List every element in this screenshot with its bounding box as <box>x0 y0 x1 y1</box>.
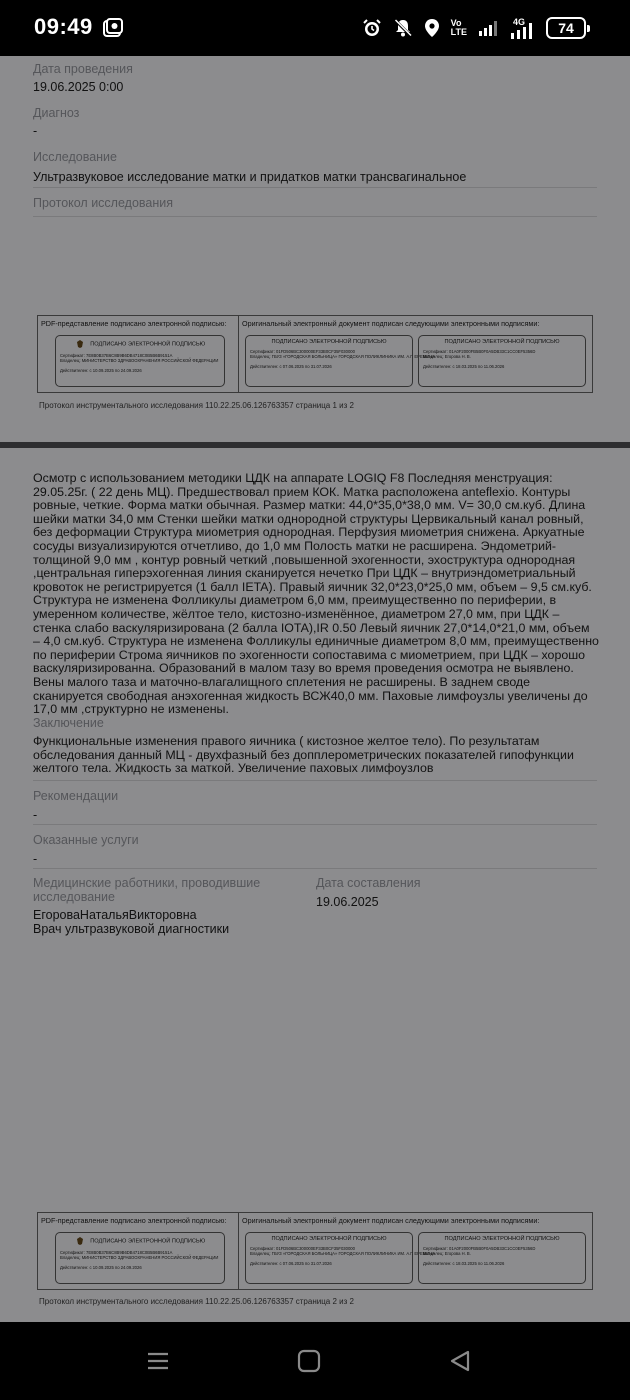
stamp-title: ПОДПИСАНО ЭЛЕКТРОННОЙ ПОДПИСЬЮ <box>90 341 206 348</box>
signature-stamp <box>245 335 436 387</box>
stamp-title: ПОДПИСАНО ЭЛЕКТРОННОЙ ПОДПИСЬЮ <box>271 339 387 345</box>
document-page-1 <box>0 56 630 442</box>
signature-stamp <box>418 335 586 387</box>
stamp-cert: Сертификат: 01FD506BC300000EF33B0CF35F030000 <box>250 1246 355 1251</box>
page-footer: Протокол инструментального исследования 110.22.25.06.126763357 страница 1 из 2 <box>39 401 354 410</box>
signature-left-header: PDF-представление подписано электронной подписью: <box>41 319 227 328</box>
signal-icon <box>478 20 498 36</box>
signature-divider <box>238 1213 239 1289</box>
page-footer: Протокол инструментального исследования 110.22.25.06.126763357 страница 2 из 2 <box>39 1297 354 1306</box>
stamp-title: ПОДПИСАНО ЭЛЕКТРОННОЙ ПОДПИСЬЮ <box>90 1238 206 1245</box>
signature-right-header: Оригинальный электронный документ подписан следующими электронными подписями: <box>242 319 540 328</box>
signature-left-header: PDF-представление подписано электронной подписью: <box>41 1216 227 1225</box>
conclusion-label: Заключение <box>33 716 104 730</box>
divider <box>33 868 597 869</box>
recent-apps-icon <box>146 1349 170 1373</box>
stamp-owner: Владелец: Егорова Н. В. <box>423 1251 471 1257</box>
services-label: Оказанные услуги <box>33 833 139 847</box>
signature-right-header: Оригинальный электронный документ подписан следующими электронными подписями: <box>242 1216 540 1225</box>
signature-divider <box>238 316 239 392</box>
back-button[interactable] <box>442 1346 478 1376</box>
diagnosis-label: Диагноз <box>33 106 80 120</box>
recommendations-value: - <box>33 808 38 822</box>
divider <box>33 824 597 825</box>
stamp-valid: Действителен: с 10.09.2025 по 24.09.2026 <box>60 368 142 374</box>
emblem-icon <box>75 339 85 349</box>
stamp-valid: Действителен: с 18.03.2025 по 11.06.2026 <box>423 364 505 370</box>
date-value: 19.06.2025 0:00 <box>33 80 124 94</box>
recent-apps-button[interactable] <box>140 1346 176 1376</box>
study-value: Ультразвуковое исследование матки и придатков матки трансвагинальное <box>33 170 467 184</box>
findings-text: Осмотр с использованием методики ЦДК на аппарате LOGIQ F8 Последняя менструация: 29.05.25г. ( 22 день МЦ). Предшествовал прием КОК. Матка расположена anteflexio. Контуры ровные, четкие. Форма матки обычная. Размер матки: 44,0*35,0*38,0 мм. V= 30,0 см.куб. Длина шейки матки 34,0 мм Стенки шейки матки однородной структуры Цервикальный канал ровный, без деформации Структура миометрия однородная. Перфузия миометрия снижена. Аркуатные сосуды визуализируются отчетливо, до 1,0 мм Полость матки не расширена. Эндометрий- толщиной 9,0 мм , контур ровный четкий ,повышенной эхогенности, эхоструктура однородная ,центральная гиперэхогенная линия сканируется нечетко При ЦДК – внутриэндометриальный кровоток не регистрируется (1 балл IETA). Правый яичник 32,0*23,0*25,0 мм, объем – 9,5 см.куб. Структура не изменена Фолликулы диаметром 6,0 мм, преимущественно по периферии, в умеренном количестве, жёлтое тело, кистозно-изменённое, диаметром 27,0 мм, при ЦДК – стенка слабо васкуляризирована (2 балла IOTA),IR 0.50 Левый яичник 27,0*14,0*21,0 мм, объем – 4,0 см.куб. Структура не изменена Фолликулы единичные диаметром 8,0 мм, преимущественно по периферии Строма яичников по эхогенности сопоставима с миометрием, при ЦДК – хорошо васкуляризированна. Образований в малом тазу во время проведения осмотра не выявлено. Вены малого таза и маточно-влагалищного сплетения не расширены. В заднем своде сканируется свободная анэхогенная жидкость ВСЖ40,0 мм. Паховые лимфоузлы увеличены до 17,0 мм ,структурно не изменены. <box>33 471 599 717</box>
signature-stamp <box>245 1232 436 1284</box>
staff-name: ЕгороваНатальяВикторовна <box>33 908 197 922</box>
stamp-owner: Владелец: МИНИСТЕРСТВО ЗДРАВООХРАНЕНИЯ РОССИЙСКОЙ ФЕДЕРАЦИИ <box>60 1255 219 1261</box>
home-icon <box>297 1349 321 1373</box>
volte-top: Vo <box>450 18 462 28</box>
stamp-title: ПОДПИСАНО ЭЛЕКТРОННОЙ ПОДПИСЬЮ <box>444 339 560 345</box>
status-time: 09:49 <box>34 14 93 39</box>
gallery-icon <box>102 17 124 39</box>
conclusion-value: Функциональные изменения правого яичника ( кистозное желтое тело). По результатам обследования данный МЦ - двухфазный без допплерометрических показателей гипофункции желтого тела. Жидкость за маткой. Увеличение паховых лимфоузлов <box>33 734 574 776</box>
signature-stamp <box>418 1232 586 1284</box>
protocol-label: Протокол исследования <box>33 196 174 210</box>
stamp-valid: Действителен: с 07.06.2025 по 31.07.2026 <box>250 1261 332 1267</box>
stamp-owner: Владелец: МИНИСТЕРСТВО ЗДРАВООХРАНЕНИЯ РОССИЙСКОЙ ФЕДЕРАЦИИ <box>60 358 219 364</box>
divider <box>33 216 597 217</box>
date-label: Дата проведения <box>33 62 133 76</box>
stamp-title: ПОДПИСАНО ЭЛЕКТРОННОЙ ПОДПИСЬЮ <box>271 1236 387 1242</box>
divider <box>33 780 597 781</box>
stamp-valid: Действителен: с 07.06.2025 по 31.07.2026 <box>250 364 332 370</box>
volte-indicator <box>451 19 467 37</box>
emblem-icon <box>75 1236 85 1246</box>
compiled-label: Дата составления <box>316 876 421 890</box>
study-label: Исследование <box>33 150 117 164</box>
stamp-owner: Владелец: ГБУЗ «ГОРОДСКАЯ БОЛЬНИЦА» ГОРОДСКАЯ ПОЛИКЛИНИКА ИМ. А.Г. ЕРЕМИНА <box>250 1251 436 1257</box>
volte-bottom: LTE <box>450 27 467 37</box>
stamp-owner: Владелец: ГБУЗ «ГОРОДСКАЯ БОЛЬНИЦА» ГОРОДСКАЯ ПОЛИКЛИНИКА ИМ. А.Г. ЕРЕМИНА <box>250 354 436 360</box>
status-bar <box>0 0 630 56</box>
signal-4g-label: 4G <box>513 17 526 27</box>
bell-off-icon <box>393 18 413 38</box>
status-icons <box>362 14 586 42</box>
diagnosis-value: - <box>33 124 38 138</box>
staff-label: Медицинские работники, проводившие исследование <box>33 876 261 904</box>
signature-stamp <box>55 335 225 387</box>
document-page-2 <box>0 448 630 1322</box>
navigation-bar <box>0 1322 630 1400</box>
back-icon <box>448 1349 472 1373</box>
divider <box>33 187 597 188</box>
home-button[interactable] <box>291 1346 327 1376</box>
stamp-cert: Сертификат: 01FD506BC300000EF33B0CF35F030000 <box>250 349 355 354</box>
stamp-cert: Сертификат: 01A0F2000FB5B0F0A5DB33C1CC0EF5356D <box>423 1246 536 1251</box>
recommendations-label: Рекомендации <box>33 789 119 803</box>
stamp-valid: Действителен: с 18.03.2025 по 11.06.2026 <box>423 1261 505 1267</box>
battery-icon <box>546 17 586 39</box>
stamp-valid: Действителен: с 10.09.2025 по 24.09.2026 <box>60 1265 142 1271</box>
compiled-value: 19.06.2025 <box>316 895 379 909</box>
stamp-title: ПОДПИСАНО ЭЛЕКТРОННОЙ ПОДПИСЬЮ <box>444 1236 560 1242</box>
stamp-cert: Сертификат: 01A0F2000FB5B0F0A5DB33C1CC0EF5356D <box>423 349 536 354</box>
staff-role: Врач ультразвуковой диагностики <box>33 922 230 936</box>
signature-block <box>37 315 593 393</box>
stamp-cert: Сертификат: 7E8B0B37B6C8B9B6DB4718C0B5B6B9151A <box>60 353 173 358</box>
signal-4g-icon <box>509 17 535 39</box>
signature-stamp <box>55 1232 225 1284</box>
services-value: - <box>33 852 38 866</box>
stamp-title-row <box>60 339 220 349</box>
battery-level: 74 <box>558 20 574 36</box>
location-icon <box>424 18 440 38</box>
signature-block <box>37 1212 593 1290</box>
stamp-owner: Владелец: Егорова Н. В. <box>423 354 471 360</box>
stamp-title-row <box>60 1236 220 1246</box>
stamp-cert: Сертификат: 7E8B0B37B6C8B9B6DB4718C0B5B6B9151A <box>60 1250 173 1255</box>
alarm-icon <box>362 18 382 38</box>
